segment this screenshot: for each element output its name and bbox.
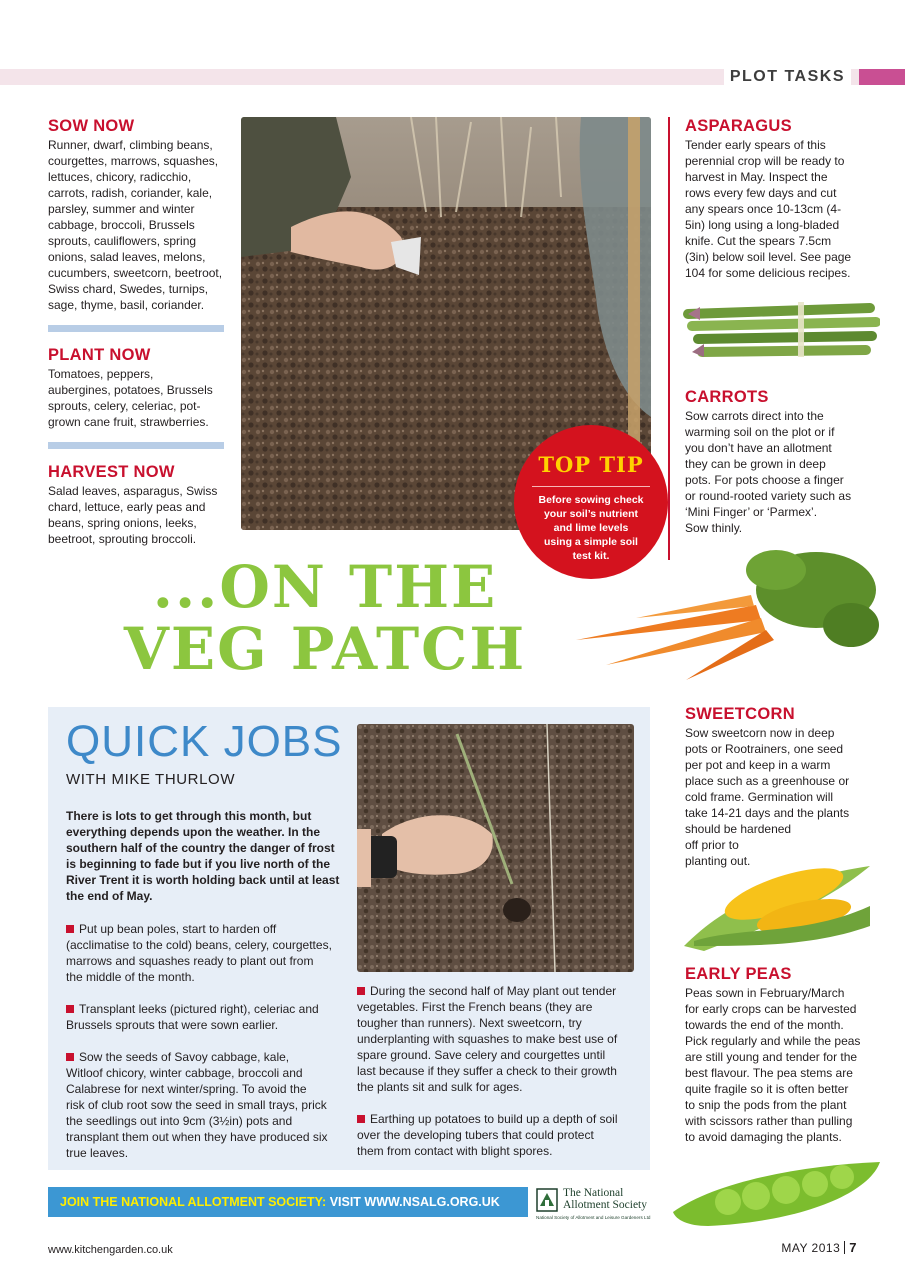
page-separator bbox=[844, 1241, 845, 1254]
bullet-square-icon bbox=[66, 925, 74, 933]
carrots-body: Sow carrots direct into the warming soil on the plot or if you don’t have an allotment they can be grown in deep pots. For pots choose a finger or round-rooted variety such as ‘Mini Finger’ or ‘Parmex’. Sow thinly. bbox=[685, 409, 852, 535]
column-rule bbox=[668, 117, 670, 560]
peas-image bbox=[668, 1150, 890, 1230]
top-tip-title: TOP TIP bbox=[538, 452, 644, 477]
nas-join-text: JOIN THE NATIONAL ALLOTMENT SOCIETY: bbox=[60, 1195, 327, 1209]
plant-now-heading: PLANT NOW bbox=[48, 346, 151, 364]
harvest-now-body: Salad leaves, asparagus, Swiss chard, lettuce, early peas and beans, spring onions, leeks, beetroot, sprouting broccoli. bbox=[48, 484, 218, 546]
issue-date: MAY 2013 bbox=[781, 1241, 841, 1255]
section-label: PLOT TASKS bbox=[724, 66, 851, 88]
asparagus-body: Tender early spears of this perennial crop will be ready to harvest in May. Inspect the rows every few days and cut any spears once 10-13cm (4- 5in) long using a long-bladed knife. Cut the spears 7.5cm (3in) below soil level. See page 104 for some delicious recipes. bbox=[685, 138, 852, 280]
bullet-square-icon bbox=[357, 987, 365, 995]
carrots-heading: CARROTS bbox=[685, 388, 769, 406]
asparagus-section bbox=[685, 116, 885, 281]
carrots-section bbox=[685, 387, 885, 536]
sow-now-heading: SOW NOW bbox=[48, 117, 135, 135]
page-number: 7 bbox=[849, 1240, 857, 1255]
sweetcorn-body: Sow sweetcorn now in deep pots or Rootrainers, one seed per pot and keep in a warm place such as a greenhouse or cold frame. Germination will take 14-21 days and the plants should be hardened off prior to planting out. bbox=[685, 726, 850, 868]
sweetcorn-section bbox=[685, 704, 885, 869]
nas-logo-text: The National Allotment Society bbox=[563, 1187, 648, 1211]
page-headline: ...ON THE VEG PATCH bbox=[123, 553, 527, 683]
list-item: Sow the seeds of Savoy cabbage, kale, Witloof chicory, winter cabbage, broccoli and Calabrese for next winter/spring. To avoid the risk of club root sow the seed in small trays, prick the seedlings out into 9cm (3½in) pots and transplant them out when they have produced six true leaves. bbox=[66, 1050, 328, 1160]
top-tip-text: Before sowing check your soil’s nutrient and lime levels using a simple soil test kit. bbox=[538, 494, 644, 562]
nas-logo-subtext: National Society of Allotment and Leisure Gardeners Ltd bbox=[536, 1215, 651, 1220]
quick-jobs-left-list bbox=[66, 921, 346, 1177]
nas-emblem-icon bbox=[536, 1188, 558, 1212]
asparagus-image bbox=[680, 292, 880, 370]
list-item: Earthing up potatoes to build up a depth of soil over the developing tubers that could protect them from contact with blight spores. bbox=[357, 1112, 618, 1158]
early-peas-heading: EARLY PEAS bbox=[685, 965, 792, 983]
section-divider bbox=[48, 325, 224, 332]
plant-now-body: Tomatoes, peppers, aubergines, potatoes, Brussels sprouts, celery, celeriac, pot- grown cane fruit, strawberries. bbox=[48, 367, 213, 429]
nas-banner[interactable] bbox=[48, 1187, 528, 1217]
early-peas-section bbox=[685, 964, 885, 1145]
sweetcorn-image bbox=[684, 846, 870, 951]
list-item: During the second half of May plant out tender vegetables. First the French beans (they are tougher than runners). Next sweetcorn, try underplanting with squashes to make best use of spare ground. Save celery and courgettes until last because if they suffer a check to their growth the plants sit and sulk for ages. bbox=[357, 984, 618, 1094]
leek-transplant-photo bbox=[357, 724, 634, 972]
sweetcorn-heading: SWEETCORN bbox=[685, 705, 795, 723]
bullet-square-icon bbox=[357, 1115, 365, 1123]
early-peas-body: Peas sown in February/March for early crops can be harvested towards the end of the month. Pick regularly and while the peas are still young and tender for the best flavour. The pea stems are quite fragile so it is often better to snip the pods from the plant with scissors rather than pulling to avoid damaging the plants. bbox=[685, 986, 861, 1144]
page-footer bbox=[781, 1240, 857, 1255]
quick-jobs-byline: WITH MIKE THURLOW bbox=[66, 771, 236, 788]
nas-visit-link[interactable]: VISIT WWW.NSALG.ORG.UK bbox=[329, 1195, 500, 1209]
quick-jobs-title: QUICK JOBS bbox=[66, 717, 343, 766]
carrots-image bbox=[566, 540, 886, 690]
quick-jobs-intro: There is lots to get through this month, but everything depends upon the weather. In the southern half of the country the danger of frost is beginning to fade but if you live north of the River Trent it is worth holding back until at least the end of May. bbox=[66, 809, 340, 903]
asparagus-heading: ASPARAGUS bbox=[685, 117, 792, 135]
section-color-block bbox=[859, 69, 905, 85]
site-url: www.kitchengarden.co.uk bbox=[48, 1244, 173, 1256]
bullet-square-icon bbox=[66, 1053, 74, 1061]
sow-now-body: Runner, dwarf, climbing beans, courgettes, marrows, squashes, lettuces, chicory, radicchio, carrots, radish, coriander, kale, parsley, summer and winter cabbage, broccoli, Brussels sprouts, cauliflowers, spring onions, salad leaves, melons, cucumbers, sweetcorn, beetroot, Swiss chard, Swedes, turnips, sage, thyme, basil, coriander. bbox=[48, 138, 223, 312]
list-item: Put up bean poles, start to harden off (acclimatise to the cold) beans, celery, courgettes, marrows and squashes ready to plant out from the middle of the month. bbox=[66, 922, 332, 984]
top-tip-rule bbox=[532, 486, 650, 487]
list-item: Transplant leeks (pictured right), celeriac and Brussels sprouts that were sown earlier. bbox=[66, 1002, 319, 1032]
nas-logo bbox=[536, 1187, 656, 1223]
section-divider bbox=[48, 442, 224, 449]
header-band bbox=[0, 69, 905, 85]
bullet-square-icon bbox=[66, 1005, 74, 1013]
harvest-now-heading: HARVEST NOW bbox=[48, 463, 175, 481]
quick-jobs-right-list bbox=[357, 983, 639, 1175]
left-column bbox=[48, 116, 224, 547]
